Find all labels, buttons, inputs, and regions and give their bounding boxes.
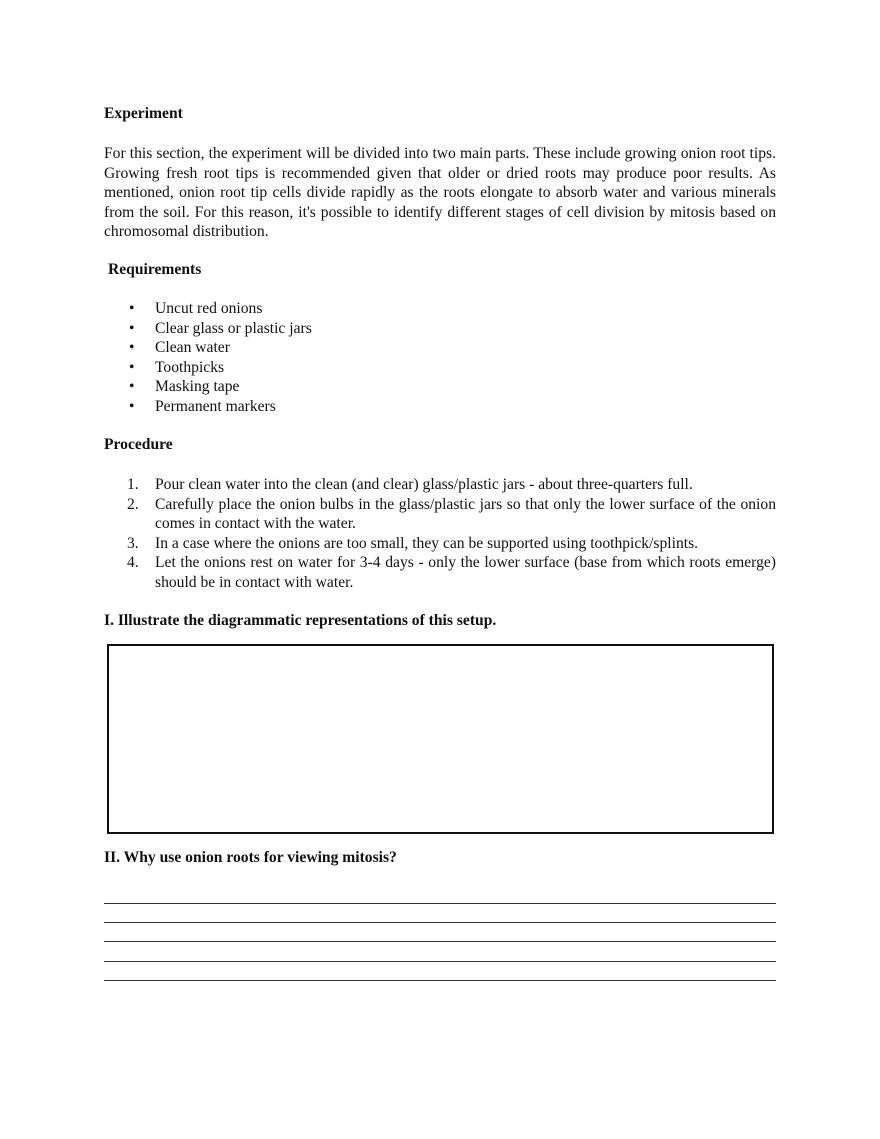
bullet-icon: • [129,300,135,317]
step-text: Let the onions rest on water for 3-4 days - only the lower surface (base from which roots emerge) should be in contact with water. [155,554,776,591]
step-number: 4. [127,554,139,571]
procedure-step [104,534,776,554]
question-2-heading: II. Why use onion roots for viewing mitosis? [104,849,397,866]
procedure-heading: Procedure [104,436,173,453]
answer-line[interactable] [104,980,776,981]
list-item: • Toothpicks [129,358,225,376]
requirements-list [104,299,776,416]
step-text: Carefully place the onion bulbs in the glass/plastic jars so that only the lower surface of the onion comes in contact with the water. [155,495,776,532]
question-1-heading: I. Illustrate the diagrammatic representations of this setup. [104,612,497,629]
list-item: • Clear glass or plastic jars [129,319,312,337]
experiment-intro-paragraph: For this section, the experiment will be divided into two main parts. These include growing onion root tips. Growing fresh root tips is recommended given that older or dried roots may produce poor results. As mentioned, onion root tip cells divide rapidly as the roots elongate to absorb water and various minerals from the soil. For this reason, it's possible to identify different stages of cell division by mitosis based on chromosomal distribution. [104,145,776,240]
bullet-icon: • [129,397,135,415]
bullet-icon: • [129,358,135,376]
step-text: In a case where the onions are too small, they can be supported using toothpick/splints. [155,534,699,552]
diagram-drawing-box[interactable] [107,644,774,834]
bullet-icon: • [129,339,135,356]
requirements-heading: Requirements [108,261,202,278]
list-item: • Clean water [129,339,230,356]
step-number: 3. [127,534,139,552]
answer-line[interactable] [104,961,776,962]
step-number: 1. [127,476,139,493]
list-item: • Permanent markers [129,397,276,415]
bullet-icon: • [129,378,135,395]
step-text: Pour clean water into the clean (and clear) glass/plastic jars - about three-quarters full. [155,476,693,493]
procedure-step [104,495,776,534]
procedure-step [104,475,776,495]
answer-line[interactable] [104,941,776,942]
experiment-heading: Experiment [104,105,183,122]
procedure-step [104,553,776,592]
step-number: 2. [127,495,139,513]
list-item: • Masking tape [129,378,240,395]
procedure-list [104,475,776,592]
answer-line[interactable] [104,922,776,923]
answer-line[interactable] [104,903,776,904]
bullet-icon: • [129,319,135,337]
list-item: • Uncut red onions [129,300,263,317]
